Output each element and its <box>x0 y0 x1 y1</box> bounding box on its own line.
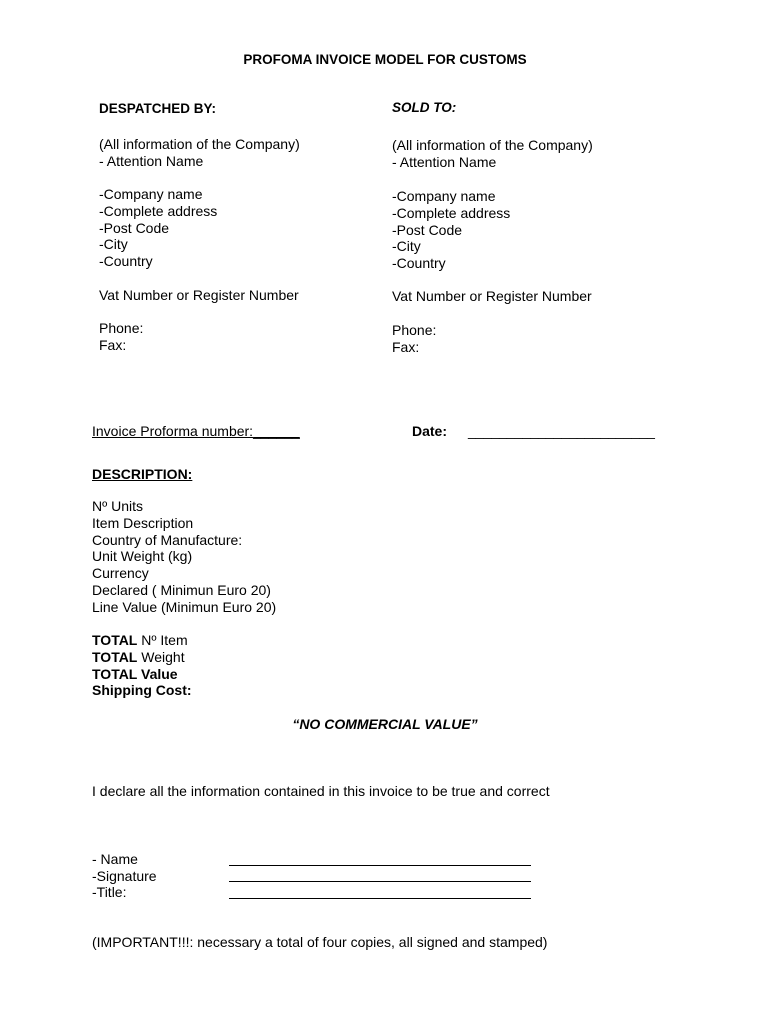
description-list <box>92 498 276 616</box>
declaration-text: I declare all the information contained in this invoice to be true and correct <box>92 783 550 799</box>
total-items-line <box>92 632 192 649</box>
description-line: Currency <box>92 565 149 582</box>
despatched-vat: Vat Number or Register Number <box>99 287 299 303</box>
sold-contact-block <box>392 322 436 356</box>
totals-block <box>92 632 192 699</box>
total-items-text: Nº Item <box>137 632 188 648</box>
signature-lines <box>229 849 531 899</box>
important-note: (IMPORTANT!!!: necessary a total of four copies, all signed and stamped) <box>92 934 548 950</box>
description-line: Unit Weight (kg) <box>92 548 193 565</box>
sold-address-line: -Country <box>392 255 446 272</box>
despatched-address-line: -Complete address <box>99 202 218 219</box>
despatched-info-line: (All information of the Company) <box>99 136 300 152</box>
despatched-info-block <box>99 136 300 170</box>
despatched-address-line: -Country <box>99 253 153 270</box>
despatched-info-line: - Attention Name <box>99 152 204 169</box>
invoice-number-blank: ______ <box>253 423 300 439</box>
despatched-address-line: -City <box>99 236 128 253</box>
total-weight-text: Weight <box>137 648 185 665</box>
despatched-by-header: DESPATCHED BY: <box>99 101 217 116</box>
description-line: Country of Manufacture: <box>92 531 243 548</box>
sold-to-header: SOLD TO: <box>392 100 457 115</box>
invoice-number-field[interactable] <box>92 423 300 440</box>
sold-vat: Vat Number or Register Number <box>392 288 592 304</box>
title-input-line[interactable] <box>229 882 531 899</box>
title-label: -Title: <box>92 884 127 900</box>
description-line: Item Description <box>92 514 194 531</box>
sold-address-line: -Complete address <box>392 204 511 221</box>
sold-info-block <box>392 137 593 171</box>
despatched-contact-block <box>99 320 143 354</box>
despatched-address-block <box>99 186 217 270</box>
despatched-fax: Fax: <box>99 337 127 353</box>
despatched-address-line: -Company name <box>99 186 203 202</box>
sold-address-line: -Company name <box>392 188 496 204</box>
sold-info-line: (All information of the Company) <box>392 137 593 153</box>
description-line: Declared ( Minimun Euro 20) <box>92 581 271 598</box>
despatched-address-line: -Post Code <box>99 219 170 236</box>
signature-label: -Signature <box>92 867 157 884</box>
name-label: - Name <box>92 851 138 867</box>
description-header: DESCRIPTION: <box>92 466 193 482</box>
date-label: Date: <box>412 423 448 439</box>
document-title: PROFOMA INVOICE MODEL FOR CUSTOMS <box>243 52 527 67</box>
shipping-cost-line: Shipping Cost: <box>92 682 192 699</box>
description-line: Nº Units <box>92 498 144 514</box>
sold-info-line: - Attention Name <box>392 154 497 170</box>
signature-input-line[interactable] <box>229 866 531 883</box>
sold-fax: Fax: <box>392 339 420 355</box>
description-line: Line Value (Minimun Euro 20) <box>92 598 277 615</box>
invoice-number-label: Invoice Proforma number: <box>92 423 254 439</box>
date-field[interactable]: ________________________ <box>468 423 655 439</box>
no-commercial-value-notice: “NO COMMERCIAL VALUE” <box>292 716 478 732</box>
name-input-line[interactable] <box>229 849 531 866</box>
sold-address-line: -City <box>392 238 421 255</box>
total-items-label: TOTAL <box>92 632 138 648</box>
despatched-phone: Phone: <box>99 320 144 336</box>
sold-address-line: -Post Code <box>392 221 463 238</box>
signature-labels <box>92 851 157 901</box>
total-value-line: TOTAL Value <box>92 665 178 682</box>
total-weight-line <box>92 649 192 666</box>
sold-address-block <box>392 188 510 272</box>
sold-phone: Phone: <box>392 322 437 338</box>
total-weight-label: TOTAL <box>92 648 138 665</box>
